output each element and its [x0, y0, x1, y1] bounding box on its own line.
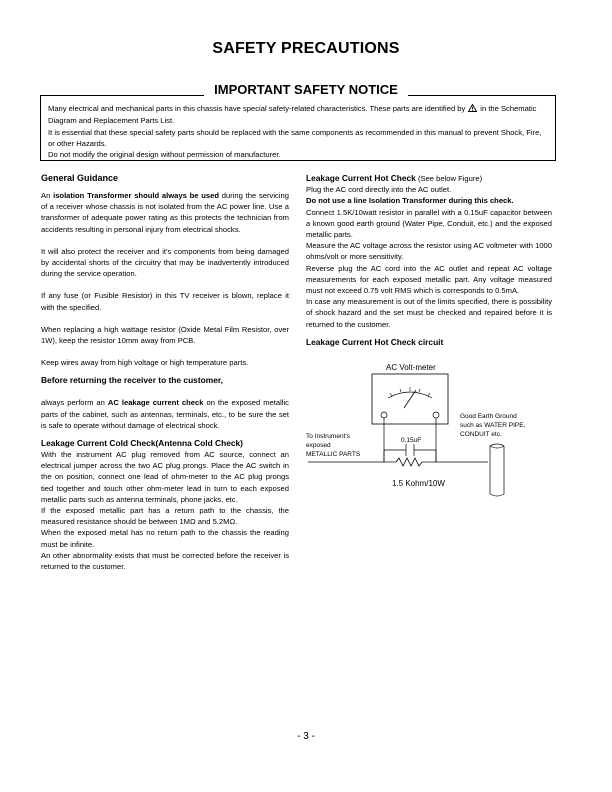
notice-title: IMPORTANT SAFETY NOTICE — [0, 82, 612, 97]
paragraph-no-isolation: Do not use a line Isolation Transformer during this check. — [306, 196, 514, 206]
paragraph-infinite: When the exposed metal has no return path to the chassis the reading must be infinite. — [41, 528, 289, 549]
notice-line-3: Do not modify the original design without permission of manufacturer. — [48, 150, 281, 160]
meter-label: AC Volt-meter — [386, 363, 436, 372]
paragraph-abnormality: An other abnormality exists that must be corrected before the receiver is returned to the customer. — [41, 550, 289, 572]
hot-check-circuit-diagram — [300, 362, 560, 502]
paragraph-reverse: Reverse plug the AC cord into the AC outlet and repeat AC voltage measurements for each exposed metallic part. Any voltage measured must not exceed 0.75 volt RMS which is corresponds to 0.5mA. — [306, 263, 552, 296]
paragraph-resistor: When replacing a high wattage resistor (Oxide Metal Film Resistor, over 1W), keep the resistor 10mm away from PCB. — [41, 324, 289, 346]
paragraph-out-of-limits: In case any measurement is out of the limits specified, there is possibility of shock hazard and the set must be checked and repaired before it is returned to the customer. — [306, 297, 552, 329]
water-pipe-icon — [490, 444, 504, 496]
hot-check-heading: Leakage Current Hot Check (See below Figure) — [306, 173, 483, 183]
paragraph-plug: Plug the AC cord directly into the AC outlet. — [306, 185, 452, 195]
paragraph-cold-check: With the instrument AC plug removed from AC source, connect an electrical jumper across the two AC plug prongs. Place the AC switch in the on position, connect one lead of ohm-meter to the AC plug prongs tied together and touch other ohm-meter lead in turn to each exposed metallic parts such as antenna terminals, phone jacks, etc. — [41, 450, 289, 504]
circuit-heading: Leakage Current Hot Check circuit — [306, 336, 444, 347]
general-guidance-heading: General Guidance — [41, 173, 119, 183]
paragraph-resistance: If the exposed metallic part has a return path to the chassis, the measured resistance should be between 1MΩ and 5.2MΩ. — [41, 506, 289, 527]
resistor-symbol — [396, 458, 422, 466]
page-title: SAFETY PRECAUTIONS — [212, 40, 400, 57]
instrument-label: To Instrument's exposed METALLIC PARTS — [306, 433, 361, 458]
paragraph-wires: Keep wires away from high voltage or high temperature parts. — [41, 358, 249, 368]
warning-triangle-icon — [468, 104, 477, 115]
meter-terminal-right — [433, 412, 439, 418]
right-column — [306, 172, 552, 348]
left-column — [41, 172, 289, 572]
earth-ground-label: Good Earth Ground such as WATER PIPE, CONDUIT etc. — [460, 413, 526, 438]
meter-terminal-left — [381, 412, 387, 418]
page-number: - 3 - — [297, 731, 315, 742]
capacitor-label: 0.15uF — [401, 437, 422, 444]
resistor-label: 1.5 Kohm/10W — [392, 479, 445, 488]
paragraph-connect: Connect 1.5K/10watt resistor in parallel with a 0.15uF capacitor between a known good earth ground (Water Pipe, Conduit, etc.) and the exposed metallic parts. — [306, 207, 552, 240]
paragraph-protect: It will also protect the receiver and it's components from being damaged by accidental shorts of the circuitry that may be inadvertently introduced during the service operation. — [41, 246, 289, 279]
notice-line-2: It is essential that these special safety parts should be replaced with the same components as recommended in this manual to prevent Shock, Fire, or other Hazards. — [48, 127, 542, 148]
cold-check-heading: Leakage Current Cold Check(Antenna Cold Check) — [41, 438, 243, 449]
meter-needle — [404, 390, 416, 408]
paragraph-measure: Measure the AC voltage across the resistor using AC voltmeter with 1000 ohms/volt or more sensitivity. — [306, 241, 552, 262]
notice-line-1: Many electrical and mechanical parts in this chassis have special safety-related characteristics. These parts are identified by in the Schematic Diagram and Replacement Parts List. — [48, 104, 537, 126]
paragraph-leakage-check: always perform an AC leakage current check on the exposed metallic parts of the cabinet, such as antennas, terminals, etc., to be sure the set is safe to operate without damage of electrical shock. — [41, 398, 289, 430]
paragraph-fuse: If any fuse (or Fusible Resistor) in this TV receiver is blown, replace it with the specified. — [41, 291, 289, 312]
meter-scale — [388, 392, 432, 398]
paragraph-isolation: An isolation Transformer should always be used during the servicing of a receiver whose chassis is not isolated from the AC power line. Use a transformer of adequate power rating as this protects the technician from accidents resulting in personal injury from electrical shocks. — [41, 191, 289, 234]
notice-text — [48, 103, 550, 160]
before-returning-heading: Before returning the receiver to the customer, — [41, 375, 223, 386]
